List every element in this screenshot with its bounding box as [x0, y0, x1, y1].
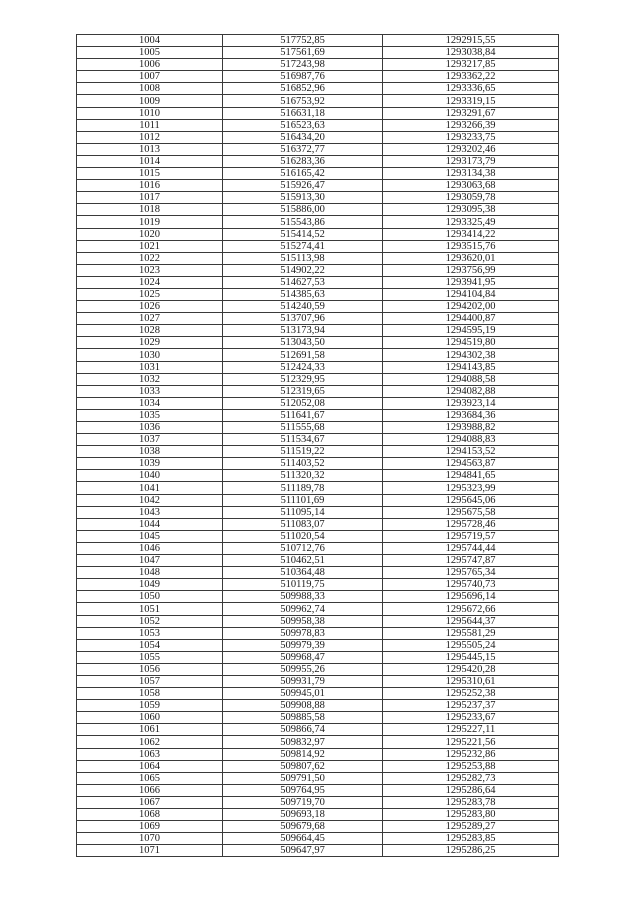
point-number-cell: 1013 — [77, 143, 223, 155]
x-coordinate-cell: 509664,45 — [223, 833, 383, 845]
point-number-cell: 1070 — [77, 833, 223, 845]
table-row — [77, 276, 559, 288]
x-coordinate-cell: 512424,33 — [223, 361, 383, 373]
x-coordinate-cell: 509955,26 — [223, 663, 383, 675]
x-coordinate-cell: 511083,07 — [223, 518, 383, 530]
point-number-cell: 1024 — [77, 276, 223, 288]
table-row — [77, 301, 559, 313]
point-number-cell: 1059 — [77, 700, 223, 712]
point-number-cell: 1065 — [77, 772, 223, 784]
y-coordinate-cell: 1294202,00 — [383, 301, 559, 313]
y-coordinate-cell: 1295233,67 — [383, 712, 559, 724]
point-number-cell: 1017 — [77, 192, 223, 204]
point-number-cell: 1032 — [77, 373, 223, 385]
table-row — [77, 313, 559, 325]
y-coordinate-cell: 1295728,46 — [383, 518, 559, 530]
point-number-cell: 1061 — [77, 724, 223, 736]
x-coordinate-cell: 509807,62 — [223, 760, 383, 772]
x-coordinate-cell: 516523,63 — [223, 119, 383, 131]
coordinates-table-body — [77, 35, 559, 857]
point-number-cell: 1034 — [77, 397, 223, 409]
table-row — [77, 71, 559, 83]
table-row — [77, 422, 559, 434]
table-row — [77, 724, 559, 736]
x-coordinate-cell: 509764,95 — [223, 784, 383, 796]
y-coordinate-cell: 1293217,85 — [383, 59, 559, 71]
x-coordinate-cell: 509988,33 — [223, 591, 383, 603]
x-coordinate-cell: 510364,48 — [223, 567, 383, 579]
x-coordinate-cell: 512052,08 — [223, 397, 383, 409]
table-row — [77, 446, 559, 458]
y-coordinate-cell: 1293756,99 — [383, 264, 559, 276]
x-coordinate-cell: 510462,51 — [223, 555, 383, 567]
x-coordinate-cell: 509866,74 — [223, 724, 383, 736]
x-coordinate-cell: 511641,67 — [223, 409, 383, 421]
y-coordinate-cell: 1295227,11 — [383, 724, 559, 736]
y-coordinate-cell: 1294302,38 — [383, 349, 559, 361]
x-coordinate-cell: 515543,86 — [223, 216, 383, 228]
y-coordinate-cell: 1293515,76 — [383, 240, 559, 252]
x-coordinate-cell: 516283,36 — [223, 155, 383, 167]
table-row — [77, 506, 559, 518]
x-coordinate-cell: 511403,52 — [223, 458, 383, 470]
y-coordinate-cell: 1295644,37 — [383, 615, 559, 627]
table-row — [77, 107, 559, 119]
x-coordinate-cell: 511020,54 — [223, 530, 383, 542]
x-coordinate-cell: 514627,53 — [223, 276, 383, 288]
y-coordinate-cell: 1294088,83 — [383, 434, 559, 446]
y-coordinate-cell: 1295237,37 — [383, 700, 559, 712]
x-coordinate-cell: 509979,39 — [223, 639, 383, 651]
table-row — [77, 95, 559, 107]
point-number-cell: 1009 — [77, 95, 223, 107]
point-number-cell: 1054 — [77, 639, 223, 651]
table-row — [77, 675, 559, 687]
x-coordinate-cell: 517243,98 — [223, 59, 383, 71]
point-number-cell: 1035 — [77, 409, 223, 421]
x-coordinate-cell: 514385,63 — [223, 288, 383, 300]
x-coordinate-cell: 509958,38 — [223, 615, 383, 627]
point-number-cell: 1048 — [77, 567, 223, 579]
x-coordinate-cell: 509962,74 — [223, 603, 383, 615]
point-number-cell: 1011 — [77, 119, 223, 131]
table-row — [77, 530, 559, 542]
y-coordinate-cell: 1293325,49 — [383, 216, 559, 228]
point-number-cell: 1050 — [77, 591, 223, 603]
table-row — [77, 784, 559, 796]
table-row — [77, 700, 559, 712]
point-number-cell: 1004 — [77, 35, 223, 47]
table-row — [77, 288, 559, 300]
y-coordinate-cell: 1294400,87 — [383, 313, 559, 325]
table-row — [77, 639, 559, 651]
y-coordinate-cell: 1294153,52 — [383, 446, 559, 458]
point-number-cell: 1012 — [77, 131, 223, 143]
table-row — [77, 748, 559, 760]
y-coordinate-cell: 1293095,38 — [383, 204, 559, 216]
y-coordinate-cell: 1293173,79 — [383, 155, 559, 167]
x-coordinate-cell: 509814,92 — [223, 748, 383, 760]
table-row — [77, 131, 559, 143]
point-number-cell: 1028 — [77, 325, 223, 337]
table-row — [77, 240, 559, 252]
table-row — [77, 216, 559, 228]
y-coordinate-cell: 1295252,38 — [383, 688, 559, 700]
x-coordinate-cell: 509968,47 — [223, 651, 383, 663]
point-number-cell: 1030 — [77, 349, 223, 361]
table-row — [77, 615, 559, 627]
table-row — [77, 845, 559, 857]
x-coordinate-cell: 511555,68 — [223, 422, 383, 434]
x-coordinate-cell: 511320,32 — [223, 470, 383, 482]
x-coordinate-cell: 515414,52 — [223, 228, 383, 240]
table-row — [77, 482, 559, 494]
point-number-cell: 1062 — [77, 736, 223, 748]
point-number-cell: 1019 — [77, 216, 223, 228]
x-coordinate-cell: 512691,58 — [223, 349, 383, 361]
point-number-cell: 1025 — [77, 288, 223, 300]
point-number-cell: 1020 — [77, 228, 223, 240]
table-row — [77, 567, 559, 579]
x-coordinate-cell: 514240,59 — [223, 301, 383, 313]
x-coordinate-cell: 509647,97 — [223, 845, 383, 857]
table-row — [77, 192, 559, 204]
y-coordinate-cell: 1294519,80 — [383, 337, 559, 349]
table-row — [77, 409, 559, 421]
y-coordinate-cell: 1294104,84 — [383, 288, 559, 300]
x-coordinate-cell: 509931,79 — [223, 675, 383, 687]
y-coordinate-cell: 1293414,22 — [383, 228, 559, 240]
y-coordinate-cell: 1295672,66 — [383, 603, 559, 615]
y-coordinate-cell: 1295747,87 — [383, 555, 559, 567]
coordinates-table — [76, 34, 559, 857]
point-number-cell: 1053 — [77, 627, 223, 639]
point-number-cell: 1047 — [77, 555, 223, 567]
x-coordinate-cell: 516631,18 — [223, 107, 383, 119]
point-number-cell: 1021 — [77, 240, 223, 252]
point-number-cell: 1029 — [77, 337, 223, 349]
x-coordinate-cell: 511534,67 — [223, 434, 383, 446]
table-row — [77, 542, 559, 554]
table-row — [77, 385, 559, 397]
y-coordinate-cell: 1295283,85 — [383, 833, 559, 845]
table-row — [77, 736, 559, 748]
y-coordinate-cell: 1295253,88 — [383, 760, 559, 772]
x-coordinate-cell: 514902,22 — [223, 264, 383, 276]
table-row — [77, 337, 559, 349]
x-coordinate-cell: 516372,77 — [223, 143, 383, 155]
point-number-cell: 1014 — [77, 155, 223, 167]
x-coordinate-cell: 509791,50 — [223, 772, 383, 784]
table-row — [77, 663, 559, 675]
table-row — [77, 712, 559, 724]
y-coordinate-cell: 1293362,22 — [383, 71, 559, 83]
point-number-cell: 1016 — [77, 180, 223, 192]
table-row — [77, 204, 559, 216]
x-coordinate-cell: 515886,00 — [223, 204, 383, 216]
y-coordinate-cell: 1295286,64 — [383, 784, 559, 796]
point-number-cell: 1043 — [77, 506, 223, 518]
x-coordinate-cell: 510712,76 — [223, 542, 383, 554]
table-row — [77, 361, 559, 373]
table-row — [77, 651, 559, 663]
x-coordinate-cell: 509693,18 — [223, 809, 383, 821]
table-row — [77, 833, 559, 845]
point-number-cell: 1027 — [77, 313, 223, 325]
point-number-cell: 1060 — [77, 712, 223, 724]
y-coordinate-cell: 1294082,88 — [383, 385, 559, 397]
point-number-cell: 1044 — [77, 518, 223, 530]
y-coordinate-cell: 1293202,46 — [383, 143, 559, 155]
point-number-cell: 1067 — [77, 796, 223, 808]
x-coordinate-cell: 512319,65 — [223, 385, 383, 397]
table-row — [77, 579, 559, 591]
y-coordinate-cell: 1293134,38 — [383, 168, 559, 180]
point-number-cell: 1069 — [77, 821, 223, 833]
table-row — [77, 458, 559, 470]
table-row — [77, 603, 559, 615]
table-row — [77, 119, 559, 131]
y-coordinate-cell: 1295740,73 — [383, 579, 559, 591]
point-number-cell: 1056 — [77, 663, 223, 675]
x-coordinate-cell: 515113,98 — [223, 252, 383, 264]
table-row — [77, 494, 559, 506]
table-row — [77, 821, 559, 833]
point-number-cell: 1006 — [77, 59, 223, 71]
y-coordinate-cell: 1295323,99 — [383, 482, 559, 494]
x-coordinate-cell: 516434,20 — [223, 131, 383, 143]
table-row — [77, 325, 559, 337]
y-coordinate-cell: 1294841,65 — [383, 470, 559, 482]
point-number-cell: 1022 — [77, 252, 223, 264]
table-row — [77, 59, 559, 71]
x-coordinate-cell: 517561,69 — [223, 47, 383, 59]
x-coordinate-cell: 515926,47 — [223, 180, 383, 192]
y-coordinate-cell: 1294595,19 — [383, 325, 559, 337]
x-coordinate-cell: 513707,96 — [223, 313, 383, 325]
x-coordinate-cell: 516753,92 — [223, 95, 383, 107]
x-coordinate-cell: 510119,75 — [223, 579, 383, 591]
y-coordinate-cell: 1293684,36 — [383, 409, 559, 421]
table-row — [77, 180, 559, 192]
point-number-cell: 1058 — [77, 688, 223, 700]
table-row — [77, 252, 559, 264]
y-coordinate-cell: 1295310,61 — [383, 675, 559, 687]
point-number-cell: 1031 — [77, 361, 223, 373]
y-coordinate-cell: 1293291,67 — [383, 107, 559, 119]
x-coordinate-cell: 509908,88 — [223, 700, 383, 712]
table-row — [77, 518, 559, 530]
x-coordinate-cell: 512329,95 — [223, 373, 383, 385]
y-coordinate-cell: 1293233,75 — [383, 131, 559, 143]
x-coordinate-cell: 509945,01 — [223, 688, 383, 700]
x-coordinate-cell: 515274,41 — [223, 240, 383, 252]
y-coordinate-cell: 1295282,73 — [383, 772, 559, 784]
point-number-cell: 1026 — [77, 301, 223, 313]
point-number-cell: 1039 — [77, 458, 223, 470]
x-coordinate-cell: 509719,70 — [223, 796, 383, 808]
y-coordinate-cell: 1293620,01 — [383, 252, 559, 264]
table-row — [77, 373, 559, 385]
table-row — [77, 264, 559, 276]
x-coordinate-cell: 509679,68 — [223, 821, 383, 833]
point-number-cell: 1055 — [77, 651, 223, 663]
y-coordinate-cell: 1295286,25 — [383, 845, 559, 857]
y-coordinate-cell: 1295765,34 — [383, 567, 559, 579]
point-number-cell: 1045 — [77, 530, 223, 542]
x-coordinate-cell: 509885,58 — [223, 712, 383, 724]
y-coordinate-cell: 1293988,82 — [383, 422, 559, 434]
x-coordinate-cell: 517752,85 — [223, 35, 383, 47]
table-row — [77, 35, 559, 47]
y-coordinate-cell: 1295283,80 — [383, 809, 559, 821]
y-coordinate-cell: 1295744,44 — [383, 542, 559, 554]
table-row — [77, 627, 559, 639]
point-number-cell: 1008 — [77, 83, 223, 95]
table-row — [77, 168, 559, 180]
point-number-cell: 1071 — [77, 845, 223, 857]
table-row — [77, 470, 559, 482]
table-row — [77, 796, 559, 808]
x-coordinate-cell: 515913,30 — [223, 192, 383, 204]
y-coordinate-cell: 1294088,58 — [383, 373, 559, 385]
point-number-cell: 1037 — [77, 434, 223, 446]
point-number-cell: 1023 — [77, 264, 223, 276]
y-coordinate-cell: 1295581,29 — [383, 627, 559, 639]
y-coordinate-cell: 1294563,87 — [383, 458, 559, 470]
x-coordinate-cell: 509832,97 — [223, 736, 383, 748]
y-coordinate-cell: 1295505,24 — [383, 639, 559, 651]
point-number-cell: 1038 — [77, 446, 223, 458]
x-coordinate-cell: 511101,69 — [223, 494, 383, 506]
y-coordinate-cell: 1295232,86 — [383, 748, 559, 760]
y-coordinate-cell: 1295645,06 — [383, 494, 559, 506]
point-number-cell: 1066 — [77, 784, 223, 796]
point-number-cell: 1041 — [77, 482, 223, 494]
table-row — [77, 772, 559, 784]
x-coordinate-cell: 513173,94 — [223, 325, 383, 337]
x-coordinate-cell: 509978,83 — [223, 627, 383, 639]
y-coordinate-cell: 1295289,27 — [383, 821, 559, 833]
y-coordinate-cell: 1295283,78 — [383, 796, 559, 808]
point-number-cell: 1033 — [77, 385, 223, 397]
table-row — [77, 760, 559, 772]
point-number-cell: 1036 — [77, 422, 223, 434]
table-row — [77, 143, 559, 155]
y-coordinate-cell: 1293319,15 — [383, 95, 559, 107]
x-coordinate-cell: 511095,14 — [223, 506, 383, 518]
y-coordinate-cell: 1293941,95 — [383, 276, 559, 288]
table-row — [77, 228, 559, 240]
x-coordinate-cell: 516852,96 — [223, 83, 383, 95]
table-row — [77, 349, 559, 361]
y-coordinate-cell: 1293266,39 — [383, 119, 559, 131]
table-row — [77, 591, 559, 603]
x-coordinate-cell: 511189,78 — [223, 482, 383, 494]
y-coordinate-cell: 1292915,55 — [383, 35, 559, 47]
y-coordinate-cell: 1293038,84 — [383, 47, 559, 59]
point-number-cell: 1057 — [77, 675, 223, 687]
y-coordinate-cell: 1295420,28 — [383, 663, 559, 675]
table-row — [77, 434, 559, 446]
point-number-cell: 1010 — [77, 107, 223, 119]
point-number-cell: 1015 — [77, 168, 223, 180]
y-coordinate-cell: 1293923,14 — [383, 397, 559, 409]
y-coordinate-cell: 1293063,68 — [383, 180, 559, 192]
point-number-cell: 1049 — [77, 579, 223, 591]
x-coordinate-cell: 516165,42 — [223, 168, 383, 180]
point-number-cell: 1064 — [77, 760, 223, 772]
point-number-cell: 1068 — [77, 809, 223, 821]
y-coordinate-cell: 1295719,57 — [383, 530, 559, 542]
y-coordinate-cell: 1293059,78 — [383, 192, 559, 204]
y-coordinate-cell: 1295675,58 — [383, 506, 559, 518]
point-number-cell: 1018 — [77, 204, 223, 216]
y-coordinate-cell: 1295221,56 — [383, 736, 559, 748]
table-row — [77, 155, 559, 167]
table-row — [77, 47, 559, 59]
point-number-cell: 1051 — [77, 603, 223, 615]
table-row — [77, 688, 559, 700]
table-row — [77, 397, 559, 409]
x-coordinate-cell: 516987,76 — [223, 71, 383, 83]
point-number-cell: 1042 — [77, 494, 223, 506]
point-number-cell: 1052 — [77, 615, 223, 627]
point-number-cell: 1063 — [77, 748, 223, 760]
point-number-cell: 1007 — [77, 71, 223, 83]
y-coordinate-cell: 1295445,15 — [383, 651, 559, 663]
table-row — [77, 555, 559, 567]
y-coordinate-cell: 1293336,65 — [383, 83, 559, 95]
point-number-cell: 1046 — [77, 542, 223, 554]
x-coordinate-cell: 511519,22 — [223, 446, 383, 458]
y-coordinate-cell: 1294143,85 — [383, 361, 559, 373]
table-row — [77, 83, 559, 95]
point-number-cell: 1040 — [77, 470, 223, 482]
y-coordinate-cell: 1295696,14 — [383, 591, 559, 603]
table-row — [77, 809, 559, 821]
x-coordinate-cell: 513043,50 — [223, 337, 383, 349]
point-number-cell: 1005 — [77, 47, 223, 59]
